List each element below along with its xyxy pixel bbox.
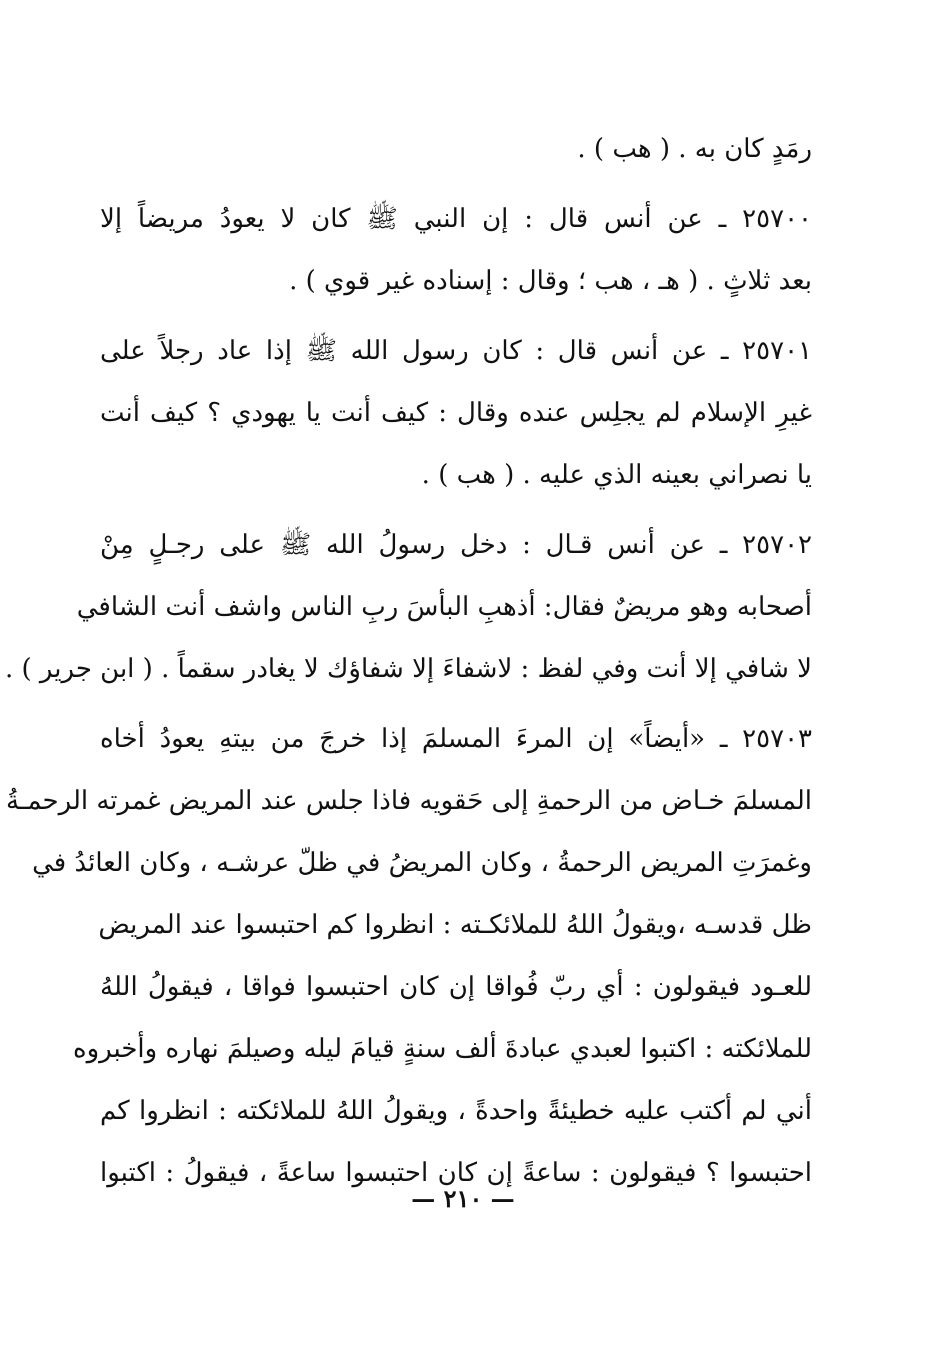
paragraph-gap — [100, 700, 812, 708]
text-line: يا نصراني بعينه الذي عليه . ( هب ) . — [421, 460, 812, 490]
paragraph-gap — [100, 180, 812, 188]
text-line: أني لم أكتب عليه خطيئةً واحدةً ، ويقولُ اللهُ للملائكته : انظروا كم — [100, 1096, 812, 1126]
text-line: للعـود فيقولون : أي ربّ فُواقا إن كان احتبسوا فواقا ، فيقولُ اللهُ — [100, 972, 812, 1002]
text-line: بعد ثلاثٍ . ( هـ ، هب ؛ وقال : إسناده غير قوي ) . — [289, 266, 812, 296]
text-line: لا شافي إلا أنت وفي لفظ : لاشفاءَ إلا شفاؤك لا يغادر سقماً . ( ابن جرير ) . — [4, 654, 812, 684]
text-line: ٢٥٧٠٢ ـ عن أنس قـال : دخل رسولُ الله ﷺ على رجـلٍ مِنْ — [100, 530, 812, 560]
text-line: ٢٥٧٠١ ـ عن أنس قال : كان رسول الله ﷺ إذا عاد رجلاً على — [100, 336, 812, 366]
page-number: — ٢١٠ — — [411, 1184, 515, 1213]
text-line: احتبسوا ؟ فيقولون : ساعةً إن كان احتبسوا ساعةً ، فيقولُ : اكتبوا — [100, 1158, 812, 1188]
paragraph-gap — [100, 506, 812, 514]
text-line: ٢٥٧٠٣ ـ «أيضاً» إن المرءَ المسلمَ إذا خرجَ من بيتهِ يعودُ أخاه — [100, 724, 812, 754]
text-line: ٢٥٧٠٠ ـ عن أنس قال : إن النبي ﷺ كان لا يعودُ مريضاً إلا — [100, 204, 812, 234]
text-line: غيرِ الإسلام لم يجلِس عنده وقال : كيف أنت يا يهودي ؟ كيف أنت — [100, 398, 812, 428]
text-line: وغمرَتِ المريض الرحمةُ ، وكان المريضُ في ظلّ عرشـه ، وكان العائدُ في — [32, 848, 812, 878]
text-line: للملائكته : اكتبوا لعبدي عبادةَ ألف سنةٍ قيامَ ليله وصيلمَ نهاره وأخبروه — [72, 1034, 812, 1064]
text-line: رمَدٍ كان به . ( هب ) . — [577, 134, 812, 164]
text-line: ظل قدسـه ،ويقولُ اللهُ للملائكـته : انظروا كم احتبسوا عند المريض — [98, 910, 812, 940]
hadith-text-block — [4, 118, 812, 1204]
paragraph-gap — [100, 312, 812, 320]
text-line: أصحابه وهو مريضٌ فقال: أذهبِ البأسَ ربِ الناس واشف أنت الشافي — [76, 592, 812, 622]
text-line: المسلمَ خـاض من الرحمةِ إلى حَقويه فاذا جلس عند المريض غمرته الرحمـةُ — [5, 786, 812, 816]
